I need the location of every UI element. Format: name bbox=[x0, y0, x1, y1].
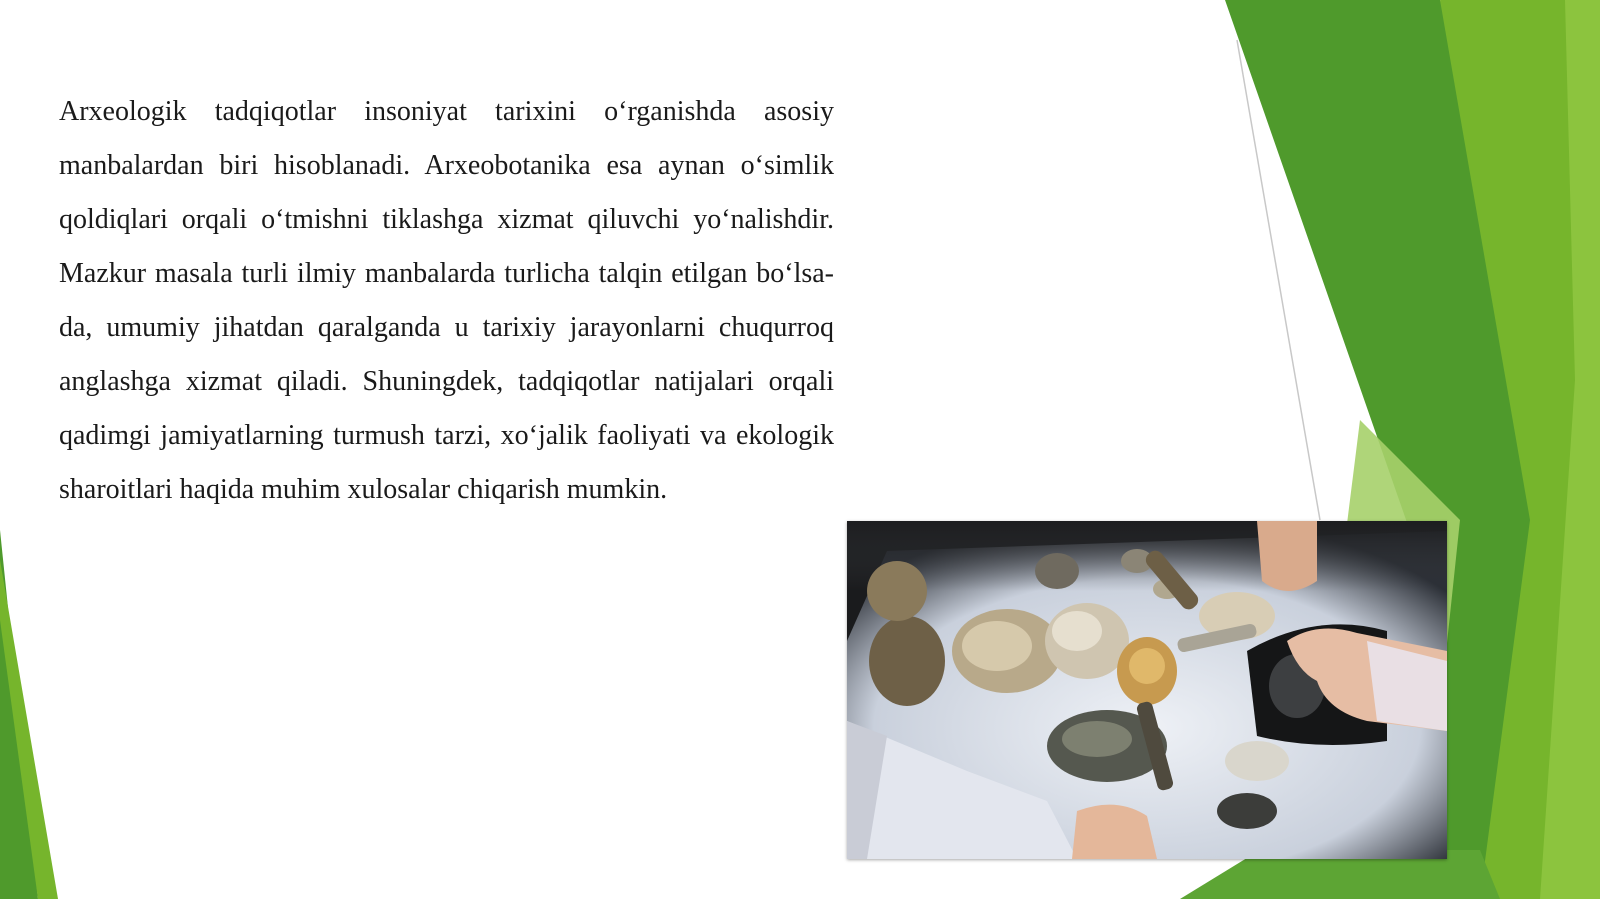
body-paragraph: Arxeologik tadqiqotlar insoniyat tarixini o‘rganishda asosiy manbalardan biri hisoblanadi. Arxeobotanika esa aynan o‘simlik qoldiqlari orqali o‘tmishni tiklashga xizmat qiluvchi yo‘nalishdir. Mazkur masala turli ilmiy manbalarda turlicha talqin etilgan bo‘lsa-da, umumiy jihatdan qaralganda u tarixiy jarayonlarni chuqurroq anglashga xizmat qiladi. Shuningdek, tadqiqotlar natijalari orqali qadimgi jamiyatlarning turmush tarzi, xo‘jalik faoliyati va ekologik sharoitlari haqida muhim xulosalar chiqarish mumkin. bbox=[59, 96, 834, 505]
fossil-stone bbox=[869, 616, 945, 706]
archaeological-finds-photo bbox=[847, 521, 1447, 859]
fossil-stone bbox=[1225, 741, 1289, 781]
photo-illustration bbox=[847, 521, 1447, 859]
hand bbox=[1257, 521, 1317, 591]
fossil-stone bbox=[1217, 793, 1277, 829]
fossil-stone bbox=[867, 561, 927, 621]
